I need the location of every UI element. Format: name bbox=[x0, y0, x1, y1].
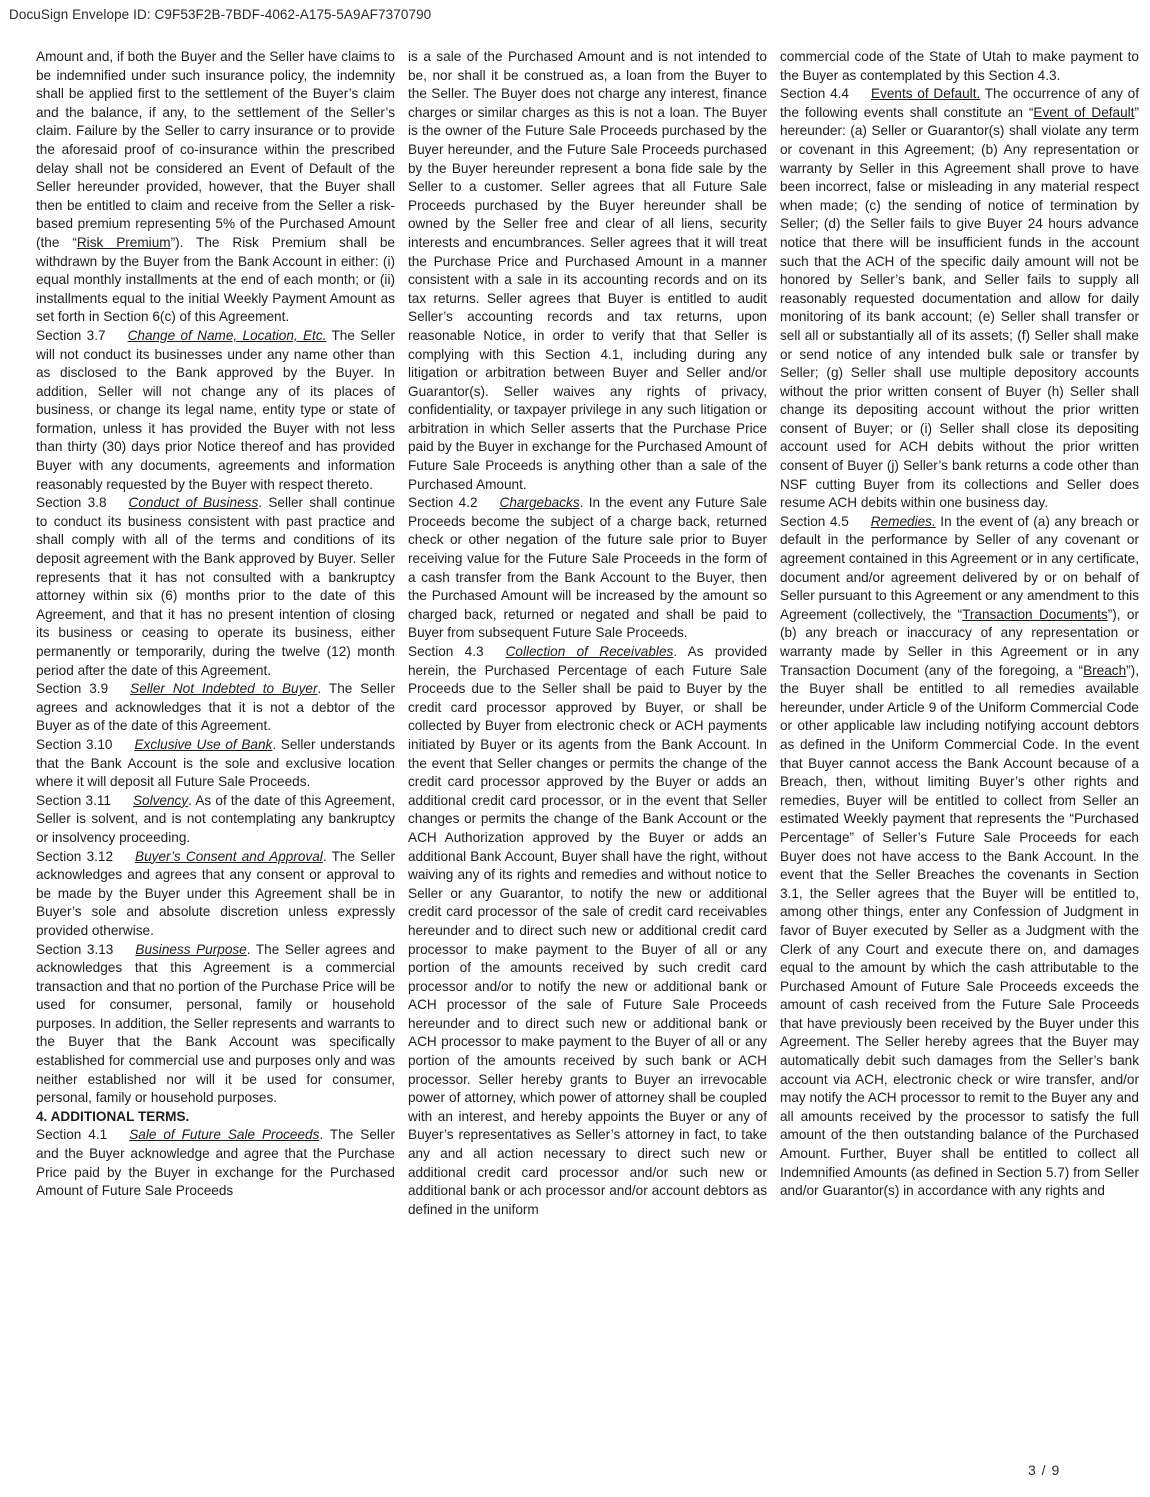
text-segment: Section 4.5 bbox=[780, 513, 849, 529]
text-column-middle bbox=[408, 48, 767, 1219]
paragraph bbox=[36, 494, 395, 680]
text-segment: Section 3.11 bbox=[36, 792, 111, 808]
text-segment: commercial code of the State of Utah to make payment to the Buyer as contemplated by this Section 4.3. bbox=[780, 49, 1139, 83]
text-segment: . Seller shall continue to conduct its business consistent with past practice and shall comply with all of the terms and conditions of its deposit agreement with the Bank approved by Buyer. Seller represents that it has not consulted with a bankruptcy attorney within six (6) months prior to the date of this Agreement, and that it has no present intention of closing its business or ceasing to operate its business, either permanently or temporarily, during the twelve (12) month period after the date of this Agreement. bbox=[36, 495, 396, 678]
text-segment: Collection of Receivables bbox=[505, 644, 674, 659]
text-segment: Sale of Future Sale Proceeds bbox=[129, 1127, 320, 1143]
text-segment: ”), the Buyer shall be entitled to all remedies available hereunder, under Article 9 of the Uniform Commercial Code or other applicable law including notifying account debtors as defined in the Uniform Commercial Code. In the event that Buyer cannot access the Bank Account because of a Breach, then, without limiting Buyer’s other rights and remedies, Buyer will be entitled to collect from Seller an estimated Weekly payment that represents the “Purchased Percentage” of Seller’s Future Sale Proceeds for each Buyer does not have access to the Bank Account. In the event that the Seller Breaches the covenants in Section 3.1, the Seller agrees that the Buyer will be entitled to, among other things, enter any Confession of Judgment in favor of Buyer executed by Seller as a Judgment with the Clerk of any Court and execute there on, and damages equal to the amount by which the cash attributable to the Purchased Amount of Future Sale Proceeds exceeds the amount of cash received from the Future Sale Proceeds that have previously been received by the Buyer under this Agreement. The Seller hereby agrees that the Buyer may automatically debit such damages from the Seller’s bank account via ACH, electronic check or wire transfer, and/or may notify the ACH processor to remit to the Buyer any and all amounts received by the processor to satisfy the full amount of the then outstanding balance of the Purchased Amount. Further, Buyer shall be entitled to collect all Indemnified Amounts (as defined in Section 5.7) from Seller and/or Guarantor(s) in accordance with any rights and bbox=[780, 662, 1139, 1199]
text-segment: Buyer’s Consent and Approval bbox=[135, 848, 323, 864]
text-segment: . The Seller and the Buyer acknowledge and agree that the Purchase Price paid by the Buyer in exchange for the Purchased Amount of Future Sale Proceeds bbox=[36, 1127, 396, 1199]
text-segment: . The Seller agrees and acknowledges that this Agreement is a commercial transaction and that no portion of the Purchase Price will be used for consumer, personal, family or household purposes. In addition, the Seller represents and warrants to the Buyer that the Bank Account was specifically established for commercial use and purposes only and was neither established nor will it be used for consumer, personal, family or household purposes. bbox=[36, 941, 395, 1106]
text-segment: Chargebacks bbox=[499, 495, 580, 511]
paragraph bbox=[36, 848, 395, 941]
text-segment: Section 4.2 bbox=[408, 495, 478, 511]
text-segment: Business Purpose bbox=[135, 941, 247, 957]
paragraph bbox=[408, 48, 767, 494]
text-segment: Event of Default bbox=[1033, 104, 1135, 120]
text-segment: Solvency bbox=[132, 792, 189, 808]
text-segment: Section 3.10 bbox=[36, 736, 113, 752]
text-segment: ” hereunder: (a) Seller or Guarantor(s) shall violate any term or covenant in this Agreement; (b) Any representation or warranty by Seller in this Agreement shall prove to have been incorrect, false or misleading in any material respect when made; (c) the sending of notice of termination by Seller; (d) the Seller fails to give Buyer 24 hours advance notice that there will be insufficient funds in the account such that the ACH of the specific daily amount will not be honored by Seller’s bank, and Seller fails to supply all reasonably requested documentation and allow for daily monitoring of its bank account; (e) Seller shall transfer or sell all or substantially all of its assets; (f) Seller shall make or send notice of any intended bulk sale or transfer by Seller; (g) Seller shall use multiple depository accounts without the prior written consent of Buyer (h) Seller shall change its depositing account without the prior written consent of Buyer; or (i) Seller shall close its depositing account used for ACH debits without the prior written consent of Buyer (j) Seller’s bank returns a code other than NSF cutting Buyer from its collections and Seller does resume ACH debits within one business day. bbox=[780, 104, 1139, 511]
text-segment: Events of Default. bbox=[871, 86, 981, 102]
text-segment: . As of the date of this Agreement, Seller is solvent, and is not contemplating any bankruptcy or insolvency proceeding. bbox=[36, 792, 395, 845]
text-segment: The occurrence of any of the following events shall constitute an “ bbox=[780, 86, 1140, 120]
text-column-right bbox=[780, 48, 1139, 1219]
text-segment: . The Seller acknowledges and agrees that any consent or approval to be made by the Buyer under this Agreement shall be in Buyer’s sole and absolute discretion unless expressly provided otherwise. bbox=[36, 848, 395, 938]
text-segment: . As provided herein, the Purchased Percentage of each Future Sale Proceeds due to the Seller shall be paid to Buyer by the credit card processor approved by Buyer, or shall be collected by Buyer from electronic check or ACH payments initiated by Buyer or its agents from the Bank Account. In the event that Seller changes or permits the change of the credit card processor approved by the Buyer or adds an additional credit card processor, or in the event that Seller changes or permits the change of the Bank Account or the ACH Authorization approved by the Buyer or adds an additional Bank Account, Buyer shall have the right, without waiving any of its rights and remedies and without notice to Seller or any Guarantor, to notify the new or additional credit card processor of the sale of credit card receivables hereunder and to direct such new or additional credit card processor to make payment to the Buyer of all or any portion of the amounts received by such credit card processor and/or to notify the new or additional bank or ACH processor of the sale of Future Sale Proceeds hereunder and to direct such new or additional bank or ACH processor to make payment to the Buyer of all or any portion of the amounts received by such bank or ACH processor. Seller hereby grants to Buyer an irrevocable power of attorney, which power of attorney shall be coupled with an interest, and hereby appoints the Buyer or any of Buyer’s representatives as Seller’s attorney in fact, to take any and all action necessary to direct such new or additional credit card processor and/or such new or additional bank or ach processor and/or account debtors as defined in the uniform bbox=[408, 644, 768, 1217]
text-segment: ”). The Risk Premium shall be withdrawn by the Buyer from the Bank Account in either: (i) equal monthly installments at the end of each month; or (ii) installments equal to the initial Weekly Payment Amount as set forth in Section 6(c) of this Agreement. bbox=[36, 234, 395, 325]
paragraph bbox=[36, 792, 395, 848]
text-segment: . Seller understands that the Bank Account is the sole and exclusive location where it will deposit all Future Sale Proceeds. bbox=[36, 736, 395, 790]
paragraph bbox=[780, 513, 1139, 1201]
document-body bbox=[36, 48, 1138, 1219]
text-segment: Section 4.4 bbox=[780, 86, 849, 102]
paragraph bbox=[780, 85, 1139, 513]
text-segment: is a sale of the Purchased Amount and is not intended to be, nor shall it be construed as, a loan from the Buyer to the Seller. The Buyer does not charge any interest, finance charges or similar charges as this is not a loan. The Buyer is the owner of the Future Sale Proceeds purchased by the Buyer hereunder, and the Future Sale Proceeds purchased by the Buyer hereunder represent a bona fide sale by the Seller to a customer. Seller agrees that all Future Sale Proceeds purchased by the Buyer hereunder shall be owned by the Seller free and clear of all liens, security interests and encumbrances. Seller agrees that it will treat the Purchase Price and Purchased Amount in a manner consistent with a sale in its accounting records and on its tax returns. Seller agrees that Buyer is entitled to audit Seller’s accounting records and tax returns, upon reasonable Notice, in order to verify that that Seller is complying with this Section 4.1, including during any litigation or arbitration between Buyer and Seller and/or Guarantor(s). Seller waives any rights of privacy, confidentiality, or taxpayer privilege in any such litigation or arbitration in which Seller asserts that the Purchase Price paid by the Buyer in exchange for the Purchased Amount of Future Sale Proceeds is anything other than a sale of the Purchased Amount. bbox=[408, 49, 767, 492]
text-segment: ”), or (b) any breach or inaccuracy of any representation or warranty made by Seller in this Agreement or in any Transaction Document (any of the foregoing, a “ bbox=[780, 606, 1139, 678]
text-segment: . The Seller agrees and acknowledges that it is not a debtor of the Buyer as of the date of this Agreement. bbox=[36, 681, 396, 734]
text-segment: In the event of (a) any breach or default in the performance by Seller of any covenant or agreement contained in this Agreement or in any certificate, document and/or agreement delivered by or on behalf of Seller pursuant to this Agreement or any amendment to this Agreement (collectively, the “ bbox=[780, 513, 1140, 622]
text-segment: Conduct of Business bbox=[128, 495, 259, 511]
paragraph bbox=[36, 1108, 395, 1127]
paragraph bbox=[36, 680, 395, 736]
text-segment: Section 3.8 bbox=[36, 495, 107, 511]
text-segment: Change of Name, Location, Etc. bbox=[127, 327, 327, 343]
paragraph bbox=[408, 643, 767, 1219]
text-segment: . In the event any Future Sale Proceeds become the subject of a charge back, returned check or other negation of the future sale prior to Buyer receiving value for the Future Sale Proceeds in the form of a cash transfer from the Bank Account to the Buyer, then the Purchased Amount will be increased by the amount so charged back, returned or negated and shall be paid to Buyer from subsequent Future Sale Proceeds. bbox=[408, 495, 768, 641]
paragraph bbox=[36, 1126, 395, 1200]
text-segment: Section 3.9 bbox=[36, 681, 109, 697]
paragraph bbox=[780, 48, 1139, 85]
text-segment: Section 3.7 bbox=[36, 327, 106, 343]
text-segment: Section 4.3 bbox=[408, 644, 484, 659]
paragraph bbox=[36, 48, 395, 327]
page-number: 3 / 9 bbox=[1028, 1462, 1061, 1478]
text-segment: Section 3.13 bbox=[36, 941, 114, 957]
text-column-left bbox=[36, 48, 395, 1219]
text-segment: 4. ADDITIONAL TERMS. bbox=[36, 1108, 190, 1124]
paragraph bbox=[36, 327, 395, 494]
paragraph bbox=[36, 941, 395, 1108]
paragraph bbox=[36, 736, 395, 792]
text-segment: Transaction Documents bbox=[962, 606, 1108, 622]
docusign-envelope-id: DocuSign Envelope ID: C9F53F2B-7BDF-4062-A175-5A9AF7370790 bbox=[9, 7, 432, 22]
text-segment: Risk Premium bbox=[76, 234, 171, 250]
text-segment: Remedies. bbox=[870, 513, 936, 529]
text-segment: Seller Not Indebted to Buyer bbox=[130, 681, 318, 697]
text-segment: Section 4.1 bbox=[36, 1127, 108, 1143]
text-segment: Breach bbox=[1083, 662, 1127, 678]
paragraph bbox=[408, 494, 767, 643]
text-segment: The Seller will not conduct its businesses under any name other than as disclosed to the Bank approved by the Buyer. In addition, Seller will not change any of its places of business, or change its legal name, entity type or state of formation, unless it has provided the Buyer with not less than thirty (30) days prior Notice thereof and has provided Buyer with any documents, agreements and information reasonably requested by the Buyer with respect thereto. bbox=[36, 327, 395, 492]
text-segment: Section 3.12 bbox=[36, 848, 114, 864]
text-segment: Exclusive Use of Bank bbox=[134, 736, 273, 752]
text-segment: Amount and, if both the Buyer and the Seller have claims to be indemnified under such insurance policy, the indemnity shall be applied first to the settlement of the Buyer’s claim and the balance, if any, to the settlement of the Seller’s claim. Failure by the Seller to carry insurance or to provide the aforesaid proof of co-insurance within the prescribed delay shall not be considered an Event of Default of the Seller hereunder provided, however, that the Buyer shall then be entitled to claim and receive from the Seller a risk-based premium representing 5% of the Purchased Amount (the “ bbox=[36, 49, 395, 250]
